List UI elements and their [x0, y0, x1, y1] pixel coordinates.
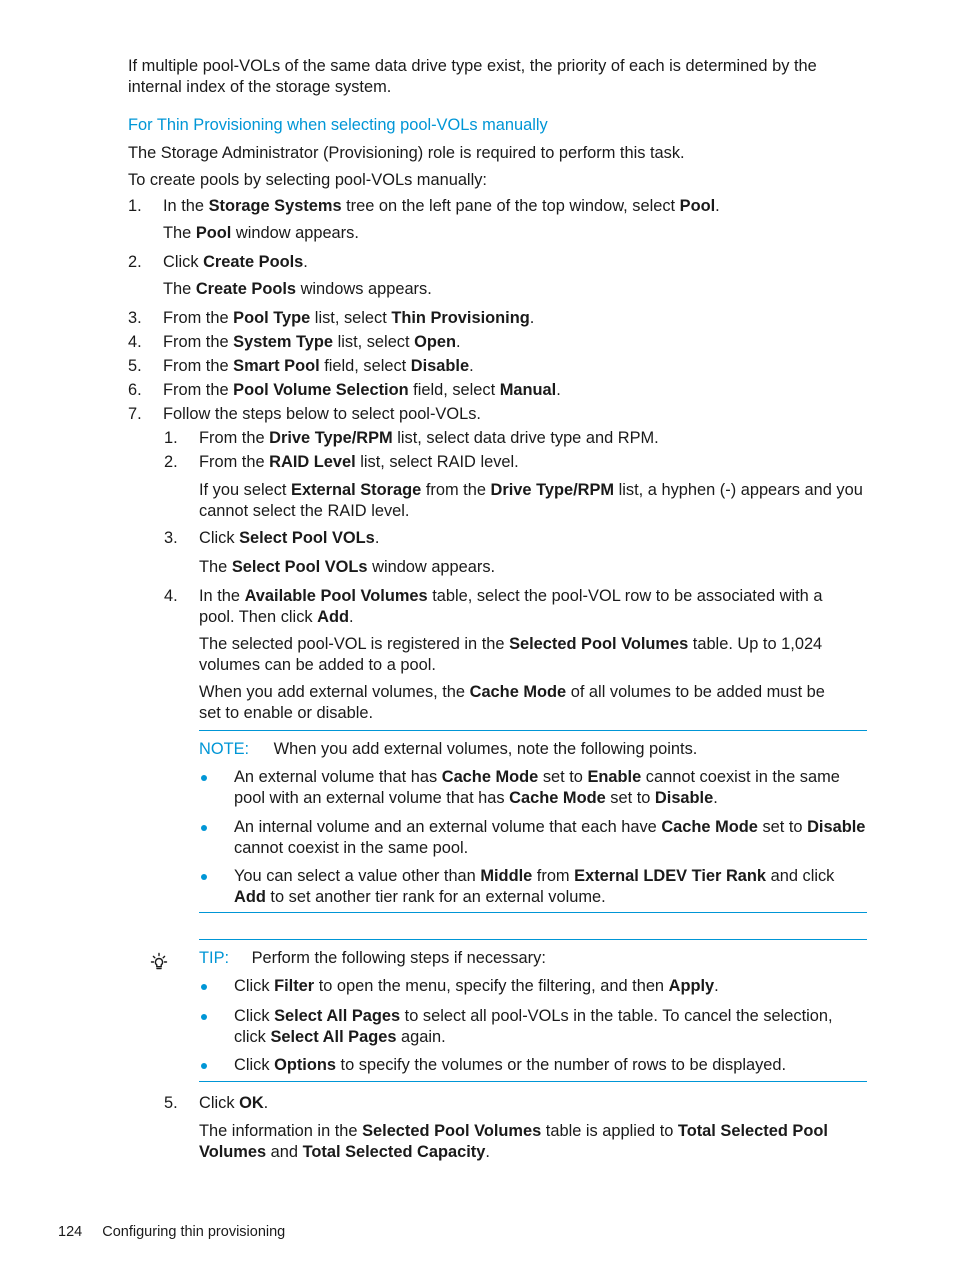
substep-5-number: 5.	[164, 1094, 178, 1112]
step-2-result: The Create Pools windows appears.	[163, 280, 432, 298]
step-6-text: From the Pool Volume Selection field, select Manual.	[163, 381, 561, 399]
substep-3-text: Click Select Pool VOLs.	[199, 529, 380, 547]
tip-bullet-1-text: Click Filter to open the menu, specify the filtering, and then Apply.	[234, 977, 719, 995]
step-6-number: 6.	[128, 381, 142, 399]
step-7-number: 7.	[128, 405, 142, 423]
substep-1-text: From the Drive Type/RPM list, select data drive type and RPM.	[199, 429, 659, 447]
substep-4-number: 4.	[164, 587, 178, 605]
step-3-number: 3.	[128, 309, 142, 327]
role-requirement-text: The Storage Administrator (Provisioning) role is required to perform this task.	[128, 144, 685, 162]
section-heading-link[interactable]: For Thin Provisioning when selecting pool-VOLs manually	[128, 116, 548, 134]
tip-bullet-2-marker	[201, 1014, 207, 1020]
note-top-rule	[199, 730, 867, 731]
lightbulb-icon	[148, 952, 170, 974]
step-1-result: The Pool window appears.	[163, 224, 359, 242]
tip-bullet-2-text: Click Select All Pages to select all pool-VOLs in the table. To cancel the selection, click Select All Pages again.	[234, 1007, 833, 1046]
substep-2-text: From the RAID Level list, select RAID level.	[199, 453, 519, 471]
step-4-text: From the System Type list, select Open.	[163, 333, 461, 351]
note-bullet-2-marker	[201, 825, 207, 831]
note-bullet-3-marker	[201, 874, 207, 880]
tip-label: TIP:	[199, 949, 230, 967]
note-bullet-3-text: You can select a value other than Middle from External LDEV Tier Rank and click Add to set another tier rank for an external volume.	[234, 867, 835, 906]
tip-bullet-3-marker	[201, 1063, 207, 1069]
substep-2-number: 2.	[164, 453, 178, 471]
note-header: NOTE: When you add external volumes, note the following points.	[199, 740, 698, 758]
step-2-text: Click Create Pools.	[163, 253, 308, 271]
tip-bullet-1-marker	[201, 984, 207, 990]
step-3-text: From the Pool Type list, select Thin Provisioning.	[163, 309, 535, 327]
note-bullet-1-text: An external volume that has Cache Mode set to Enable cannot coexist in the same pool with an external volume that has Cache Mode set to Disable.	[234, 768, 840, 807]
procedure-intro: To create pools by selecting pool-VOLs manually:	[128, 171, 487, 189]
note-bullet-2-text: An internal volume and an external volume that each have Cache Mode set to Disable cannot coexist in the same pool.	[234, 818, 866, 857]
step-5-text: From the Smart Pool field, select Disable.	[163, 357, 474, 375]
substep-3-result: The Select Pool VOLs window appears.	[199, 558, 496, 576]
tip-top-rule	[199, 939, 867, 940]
step-1-text: In the Storage Systems tree on the left pane of the top window, select Pool.	[163, 197, 720, 215]
substep-1-number: 1.	[164, 429, 178, 447]
substep-5-text: Click OK.	[199, 1094, 269, 1112]
substep-4-paragraph-1: The selected pool-VOL is registered in the Selected Pool Volumes table. Up to 1,024 volumes can be added to a pool.	[199, 635, 823, 674]
step-1-number: 1.	[128, 197, 142, 215]
substep-4-text: In the Available Pool Volumes table, select the pool-VOL row to be associated with a pool. Then click Add.	[199, 587, 823, 626]
intro-paragraph: If multiple pool-VOLs of the same data drive type exist, the priority of each is determined by the internal index of the storage system.	[128, 57, 817, 96]
step-2-number: 2.	[128, 253, 142, 271]
page-footer	[58, 1222, 285, 1243]
page-number: 124	[58, 1224, 83, 1240]
substep-2-note: If you select External Storage from the Drive Type/RPM list, a hyphen (-) appears and you cannot select the RAID level.	[199, 481, 863, 520]
substep-4-paragraph-2: When you add external volumes, the Cache Mode of all volumes to be added must be set to enable or disable.	[199, 683, 825, 722]
tip-header: TIP: Perform the following steps if necessary:	[199, 949, 546, 967]
note-bullet-1-marker	[201, 775, 207, 781]
chapter-title: Configuring thin provisioning	[102, 1224, 286, 1240]
step-7-text: Follow the steps below to select pool-VOLs.	[163, 405, 481, 423]
tip-bottom-rule	[199, 1081, 867, 1082]
tip-bullet-3-text: Click Options to specify the volumes or the number of rows to be displayed.	[234, 1056, 787, 1074]
note-bottom-rule	[199, 912, 867, 913]
step-4-number: 4.	[128, 333, 142, 351]
step-5-number: 5.	[128, 357, 142, 375]
substep-5-result: The information in the Selected Pool Volumes table is applied to Total Selected Pool Volumes and Total Selected Capacity.	[199, 1122, 828, 1161]
substep-3-number: 3.	[164, 529, 178, 547]
note-label: NOTE:	[199, 740, 250, 758]
